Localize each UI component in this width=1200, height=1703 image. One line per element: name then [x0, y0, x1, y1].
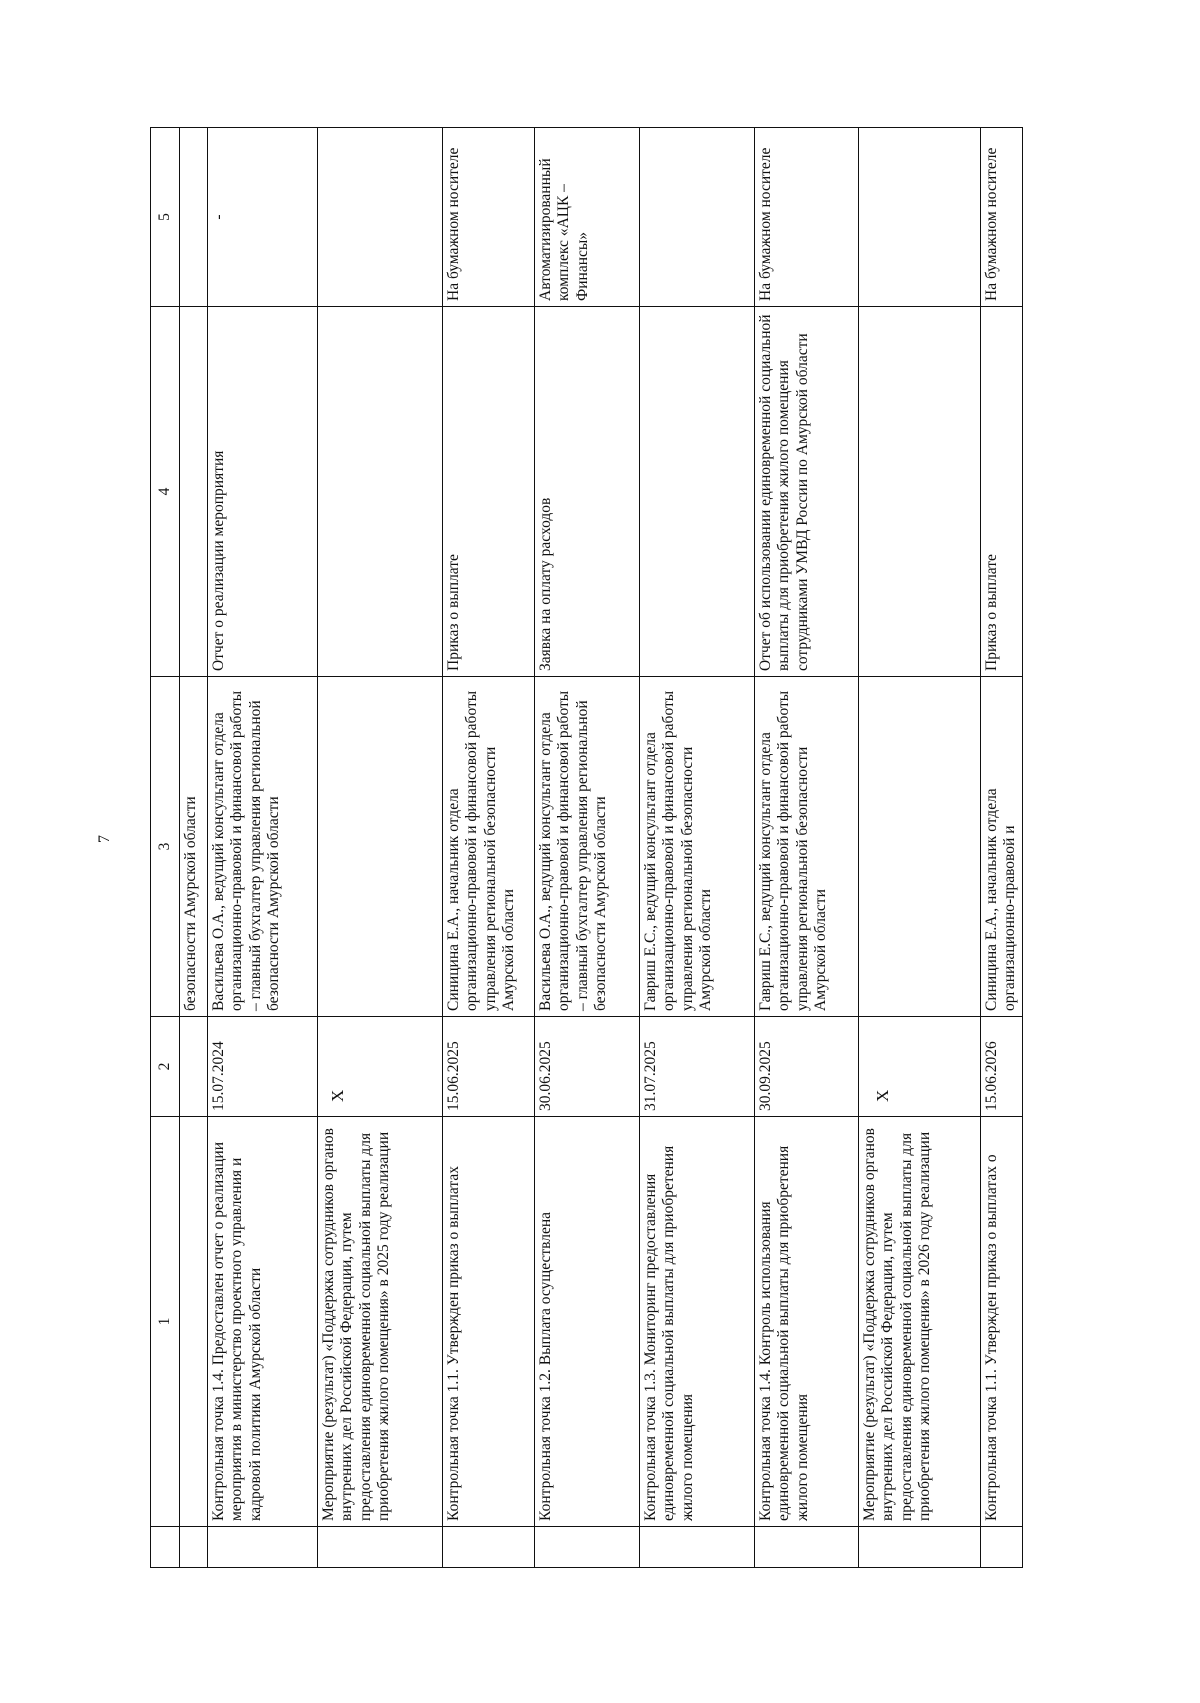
cell-c2: 30.06.2025 [535, 1017, 640, 1117]
cell-c2: 15.06.2025 [443, 1017, 535, 1117]
row-spacer [859, 1527, 981, 1568]
row-spacer [535, 1527, 640, 1568]
table-header-row [151, 128, 180, 1568]
cell-c1: Контрольная точка 1.3. Мониторинг предоставления единовременной социальной выплаты для приобретения жилого помещения [640, 1117, 755, 1527]
cell-c2: 31.07.2025 [640, 1017, 755, 1117]
header-col-3: 3 [151, 677, 180, 1017]
table-row [535, 128, 640, 1568]
cell-c1: Мероприятие (результат) «Поддержка сотрудников органов внутренних дел Российской Федерации, путем предоставления единовременной социальной выплаты для приобретения жилого помещения» в 2025 году реализации [318, 1117, 443, 1527]
cell-c5 [859, 128, 981, 307]
cell-c5: Автоматизированный комплекс «АЦК –Финансы» [535, 128, 640, 307]
cell-c4 [180, 307, 208, 677]
cell-c4: Отчет об использовании единовременной социальной выплаты для приобретения жилого помещения сотрудниками УМВД России по Амурской области [755, 307, 859, 677]
cell-c5 [180, 128, 208, 307]
cell-c3: Синицина Е.А., начальник отдела организационно-правовой и [981, 677, 1023, 1017]
cell-c4 [318, 307, 443, 677]
cell-c5 [640, 128, 755, 307]
cell-c5: На бумажном носителе [981, 128, 1023, 307]
header-col-1: 1 [151, 1117, 180, 1527]
cell-c4 [859, 307, 981, 677]
cell-c1: Контрольная точка 1.4. Контроль использования единовременной социальной выплаты для приобретения жилого помещения [755, 1117, 859, 1527]
cell-c1: Мероприятие (результат) «Поддержка сотрудников органов внутренних дел Российской Федерации, путем предоставления единовременной социальной выплаты для приобретения жилого помещения» в 2026 году реализации [859, 1117, 981, 1527]
cell-c2: 30.09.2025 [755, 1017, 859, 1117]
cell-c3: Синицина Е.А., начальник отдела организационно-правовой и финансовой работы управления региональной безопасности Амурской области [443, 677, 535, 1017]
cell-c2 [180, 1017, 208, 1117]
row-spacer [443, 1527, 535, 1568]
row-spacer [640, 1527, 755, 1568]
header-col-5: 5 [151, 128, 180, 307]
row-spacer [755, 1527, 859, 1568]
cell-c4: Приказ о выплате [443, 307, 535, 677]
header-col-4: 4 [151, 307, 180, 677]
table-row [443, 128, 535, 1568]
cell-c3: Васильева О.А., ведущий консультант отдела организационно-правовой и финансовой работы – главный бухгалтер управления региональной безопасности Амурской области [535, 677, 640, 1017]
cell-c3: Гавриш Е.С., ведущий консультант отдела организационно-правовой и финансовой работы управления региональной безопасности Амурской области [640, 677, 755, 1017]
cell-c4: Приказ о выплате [981, 307, 1023, 677]
row-spacer [180, 1527, 208, 1568]
cell-c5 [318, 128, 443, 307]
rotated-table-container [150, 128, 1019, 1568]
header-col-2: 2 [151, 1017, 180, 1117]
cell-c3 [859, 677, 981, 1017]
cell-c2: 15.06.2026 [981, 1017, 1023, 1117]
cell-c5: На бумажном носителе [443, 128, 535, 307]
page-number: 7 [96, 835, 113, 843]
row-spacer [208, 1527, 318, 1568]
table-row [755, 128, 859, 1568]
control-points-table [150, 127, 1023, 1568]
cell-c4: Заявка на оплату расходов [535, 307, 640, 677]
header-spacer [151, 1527, 180, 1568]
cell-c3: Гавриш Е.С., ведущий консультант отдела организационно-правовой и финансовой работы управления региональной безопасности Амурской области [755, 677, 859, 1017]
table-row [981, 128, 1023, 1568]
cell-c1 [180, 1117, 208, 1527]
cell-c2: X [318, 1017, 443, 1117]
cell-c4: Отчет о реализации мероприятия [208, 307, 318, 677]
row-spacer [318, 1527, 443, 1568]
cell-c1: Контрольная точка 1.2. Выплата осуществлена [535, 1117, 640, 1527]
cell-c3: Васильева О.А., ведущий консультант отдела организационно-правовой и финансовой работы – главный бухгалтер управления региональной безопасности Амурской области [208, 677, 318, 1017]
row-spacer [981, 1527, 1023, 1568]
table-row [208, 128, 318, 1568]
cell-c2: 15.07.2024 [208, 1017, 318, 1117]
cell-c3 [318, 677, 443, 1017]
table-row [318, 128, 443, 1568]
table-row [180, 128, 208, 1568]
table-row [859, 128, 981, 1568]
cell-c1: Контрольная точка 1.4. Предоставлен отчет о реализации мероприятия в министерство проектного управления и кадровой политики Амурской области [208, 1117, 318, 1527]
cell-c1: Контрольная точка 1.1. Утвержден приказ о выплатах о [981, 1117, 1023, 1527]
cell-c1: Контрольная точка 1.1. Утвержден приказ о выплатах [443, 1117, 535, 1527]
cell-c3: безопасности Амурской области [180, 677, 208, 1017]
table-row [640, 128, 755, 1568]
cell-c5: - [208, 128, 318, 307]
cell-c5: На бумажном носителе [755, 128, 859, 307]
cell-c4 [640, 307, 755, 677]
cell-c2: X [859, 1017, 981, 1117]
